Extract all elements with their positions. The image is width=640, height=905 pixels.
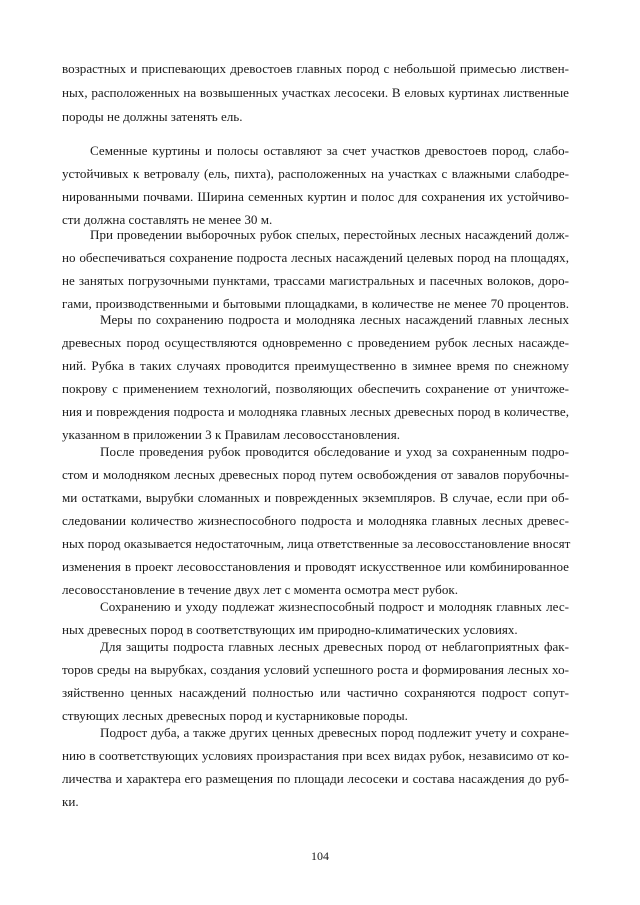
text-line: но обеспечиваться сохранение подроста лесных насаждений целевых пород на площадях, [62, 250, 569, 265]
text-line: ки. [62, 794, 79, 809]
text-line: сти должна составлять не менее 30 м. [62, 212, 273, 227]
text-line: изменения в проект лесовосстановления и проводят искусственное или комбинированное [62, 559, 569, 574]
text-line: указанном в приложении 3 к Правилам лесовосстановления. [62, 427, 401, 442]
text-line: стом и молодняком лесных древесных пород путем освобождения от завалов порубочны- [62, 467, 569, 482]
text-line: не занятых погрузочными пунктами, трассами магистральных и пасечных волоков, доро- [62, 273, 569, 288]
text-line: нированными почвами. Ширина семенных куртин и полос для сохранения их устойчиво- [62, 189, 569, 204]
text-line: зяйственно ценных насаждений полностью или частично сохраняются подрост сопут- [62, 685, 569, 700]
text-line: лесовосстановление в течение двух лет с момента осмотра мест рубок. [62, 582, 459, 597]
page-number: 104 [311, 849, 329, 863]
text-line: ния и повреждения подроста и молодняка главных лесных древесных пород в количестве, [62, 404, 569, 419]
text-line: нию в соответствующих условиях произрастания при всех видах рубок, независимо от ко- [62, 748, 569, 763]
text-line: Меры по сохранению подроста и молодняка лесных насаждений главных лесных [100, 312, 569, 327]
text-line: Подрост дуба, а также других ценных древесных пород подлежит учету и сохране- [100, 725, 569, 740]
text-line: гами, производственными и бытовыми площадками, в количестве не менее 70 процентов. [62, 296, 569, 311]
text-line: Сохранению и уходу подлежат жизнеспособный подрост и молодняк главных лес- [100, 599, 569, 614]
text-line: При проведении выборочных рубок спелых, перестойных лесных насаждений долж- [90, 227, 569, 242]
text-line: ствующих лесных древесных пород и кустарниковые породы. [62, 708, 408, 723]
text-line: торов среды на вырубках, создания условий успешного роста и формирования лесных хо- [62, 662, 569, 677]
text-line: Для защиты подроста главных лесных древесных пород от неблагоприятных фак- [100, 639, 569, 654]
text-line: древесных пород осуществляются одновременно с проведением рубок лесных насажде- [62, 335, 569, 350]
text-line: следовании количество жизнеспособного подроста и молодняка главных лесных древес- [62, 513, 569, 528]
text-line: ний. Рубка в таких случаях проводится преимущественно в зимнее время по снежному [62, 358, 569, 373]
text-line: После проведения рубок проводится обследование и уход за сохраненным подро- [100, 444, 569, 459]
text-line: ных пород оказывается недостаточным, лица ответственные за лесовосстановление вносят [62, 536, 571, 551]
text-line: ных древесных пород в соответствующих им природно-климатических условиях. [62, 622, 518, 637]
text-line: покрову с применением технологий, позволяющих обеспечить сохранение от уничтоже- [62, 381, 569, 396]
text-line: личества и характера его размещения по площади лесосеки и состава насаждения до руб- [62, 771, 569, 786]
text-line: устойчивых к ветровалу (ель, пихта), расположенных на участках с влажными слабодре- [62, 166, 569, 181]
text-line: возрастных и приспевающих древостоев главных пород с небольшой примесью листвен- [62, 61, 569, 76]
text-line: Семенные куртины и полосы оставляют за счет участков древостоев пород, слабо- [90, 143, 569, 158]
text-line: ных, расположенных на возвышенных участках лесосеки. В еловых куртинах лиственные [62, 85, 569, 100]
text-line: ми остатками, вырубки сломанных и поврежденных экземпляров. В случае, если при об- [62, 490, 569, 505]
text-line: породы не должны затенять ель. [62, 109, 243, 124]
